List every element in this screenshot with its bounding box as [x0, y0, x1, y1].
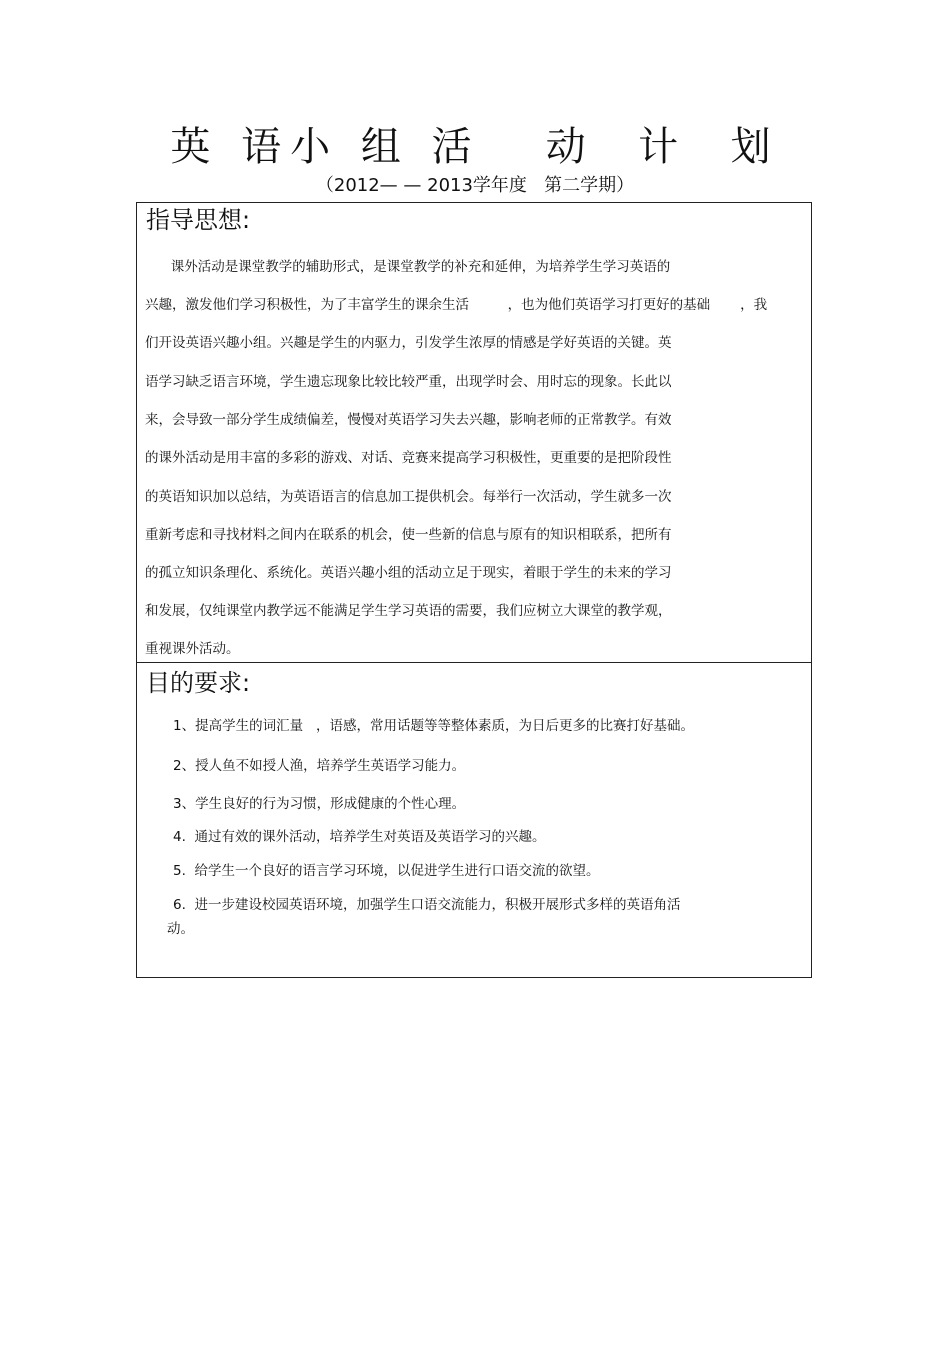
school-year-subtitle: （2012— — 2013学年度 第二学期） [315, 175, 635, 196]
guiding-thoughts-heading: 指导思想: [146, 206, 251, 234]
requirement-item: 6. 进一步建设校园英语环境，加强学生口语交流能力，积极开展形式多样的英语角活 [173, 897, 681, 913]
document-title: 英 语小 组 活 动 计 划 [170, 124, 780, 170]
guiding-line: 和发展，仅纯课堂内教学远不能满足学生学习英语的需要，我们应树立大课堂的教学观， [145, 603, 672, 619]
section-divider [137, 662, 811, 663]
guiding-line: 的课外活动是用丰富的多彩的游戏、对话、竞赛来提高学习积极性，更重要的是把阶段性 [145, 450, 672, 466]
guiding-line: 的英语知识加以总结，为英语语言的信息加工提供机会。每举行一次活动，学生就多一次 [145, 489, 672, 505]
guiding-line: 兴趣，激发他们学习积极性，为了丰富学生的课余生活 ，也为他们英语学习打更好的基础 ，我 [145, 297, 768, 313]
guiding-line: 来，会导致一部分学生成绩偏差，慢慢对英语学习失去兴趣，影响老师的正常教学。有效 [145, 412, 672, 428]
guiding-line: 的孤立知识条理化、系统化。英语兴趣小组的活动立足于现实，着眼于学生的未来的学习 [145, 565, 672, 581]
guiding-line: 重新考虑和寻找材料之间内在联系的机会，使一些新的信息与原有的知识相联系，把所有 [145, 527, 672, 543]
requirement-item: 3、学生良好的行为习惯，形成健康的个性心理。 [173, 796, 466, 812]
guiding-line: 们开设英语兴趣小组。兴趣是学生的内驱力，引发学生浓厚的情感是学好英语的关键。英 [145, 335, 672, 351]
plan-table [136, 202, 812, 978]
requirement-item: 2、授人鱼不如授人渔，培养学生英语学习能力。 [173, 758, 466, 774]
requirement-item: 1、提高学生的词汇量 ，语感，常用话题等等整体素质，为日后更多的比赛打好基础。 [173, 718, 694, 734]
guiding-line: 重视课外活动。 [145, 641, 240, 657]
guiding-line: 课外活动是课堂教学的辅助形式，是课堂教学的补充和延伸，为培养学生学习英语的 [145, 259, 671, 275]
requirements-heading: 目的要求: [146, 669, 251, 697]
requirement-item-continued: 动。 [167, 921, 194, 937]
guiding-line: 语学习缺乏语言环境，学生遗忘现象比较比较严重，出现学时会、用时忘的现象。长此以 [145, 374, 672, 390]
requirement-item: 5. 给学生一个良好的语言学习环境，以促进学生进行口语交流的欲望。 [173, 863, 600, 879]
requirement-item: 4. 通过有效的课外活动，培养学生对英语及英语学习的兴趣。 [173, 829, 546, 845]
